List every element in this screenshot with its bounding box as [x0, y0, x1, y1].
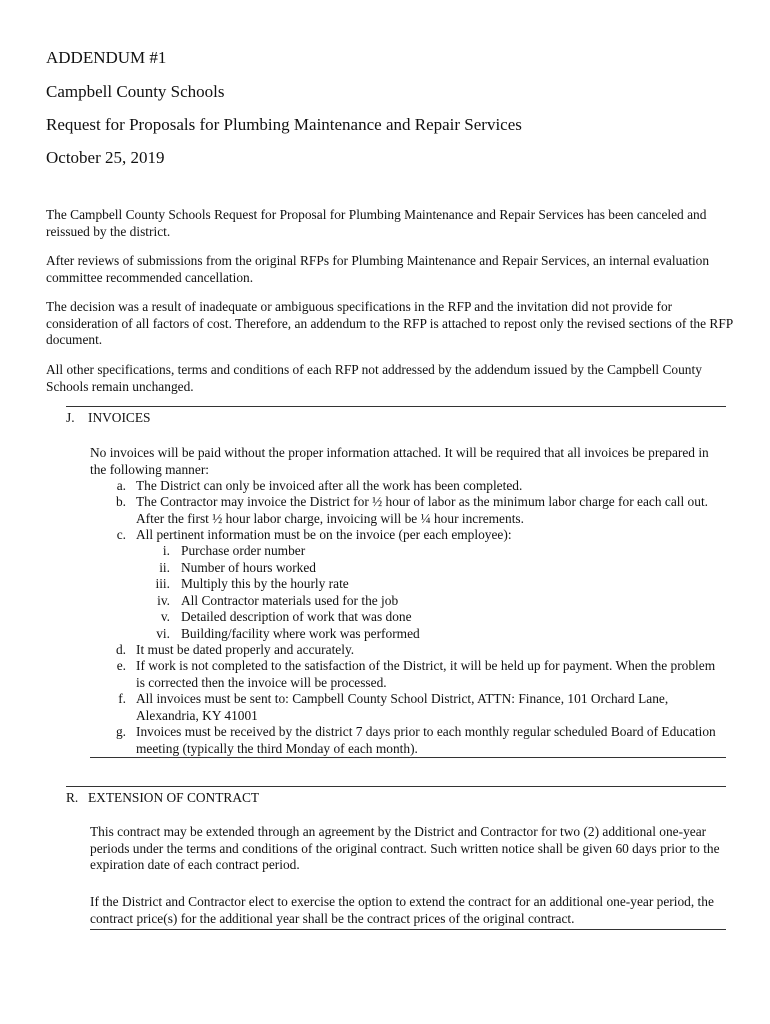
item-marker: d. — [115, 642, 126, 657]
section-r-top-rule — [66, 786, 726, 787]
document-date: October 25, 2019 — [46, 148, 165, 167]
item-text: If work is not completed to the satisfaction of the District, it will be held up for payment. When the problem is corrected then the invoice will be processed. — [136, 658, 716, 690]
organization-name: Campbell County Schools — [46, 82, 225, 101]
subitem-marker: i. — [162, 543, 170, 558]
subitem-marker: iv. — [157, 593, 170, 608]
item-marker: c. — [116, 527, 126, 542]
section-r-heading — [66, 790, 259, 806]
invoice-subitem-ii — [140, 560, 620, 577]
section-r-paragraph-2: If the District and Contractor elect to exercise the option to extend the contract for an additional one-year period, the contract price(s) for the additional year shall be the contract prices of the original contract. — [90, 894, 714, 926]
item-text: All pertinent information must be on the invoice (per each employee): — [136, 527, 512, 542]
section-j-intro: No invoices will be paid without the proper information attached. It will be required that all invoices be prepared in the following manner: — [90, 445, 709, 477]
subitem-text: Multiply this by the hourly rate — [181, 576, 349, 591]
section-r-bottom-rule — [90, 929, 726, 930]
intro-paragraph-2: After reviews of submissions from the original RFPs for Plumbing Maintenance and Repair Services, an internal evaluation committee recommended cancellation. — [46, 253, 710, 285]
item-marker: b. — [115, 494, 126, 509]
item-text: Invoices must be received by the district 7 days prior to each monthly regular scheduled Board of Education meeting (typically the third Monday of each month). — [136, 724, 716, 756]
intro-paragraph-4: All other specifications, terms and conditions of each RFP not addressed by the addendum issued by the Campbell County Schools remain unchanged. — [46, 362, 702, 394]
rfp-title: Request for Proposals for Plumbing Maintenance and Repair Services — [46, 115, 522, 134]
invoice-item-e — [96, 658, 726, 691]
item-text: The Contractor may invoice the District for ½ hour of labor as the minimum labor charge for each call out. After the first ½ hour labor charge, invoicing will be ¼ hour increments. — [136, 494, 709, 526]
section-r-letter: R. — [66, 790, 79, 805]
subitem-text: Number of hours worked — [181, 560, 316, 575]
invoice-item-b — [96, 494, 726, 527]
subitem-marker: v. — [160, 609, 170, 624]
section-j-top-rule — [66, 406, 726, 407]
subitem-marker: vi. — [156, 626, 170, 641]
section-j-letter: J. — [66, 410, 75, 425]
item-text: All invoices must be sent to: Campbell County School District, ATTN: Finance, 101 Orchard Lane, Alexandria, KY 41001 — [136, 691, 669, 723]
section-r-paragraph-1: This contract may be extended through an agreement by the District and Contractor for two (2) additional one-year periods under the terms and conditions of the original contract. Such written notice shall be given 60 days prior to the expiration date of each contract period. — [90, 824, 720, 872]
invoice-subitem-iii — [140, 576, 620, 593]
subitem-text: Purchase order number — [181, 543, 306, 558]
item-text: The District can only be invoiced after all the work has been completed. — [136, 478, 523, 493]
invoice-subitem-i — [140, 543, 620, 560]
invoice-subitem-iv — [140, 593, 620, 610]
addendum-title: ADDENDUM #1 — [46, 48, 167, 67]
intro-paragraph-3: The decision was a result of inadequate or ambiguous specifications in the RFP and the invitation did not provide for consideration of all factors of cost. Therefore, an addendum to the RFP is attached to repost only the revised sections of the RFP document. — [46, 299, 733, 347]
section-j-title: INVOICES — [88, 410, 151, 425]
subitem-text: Building/facility where work was performed — [181, 626, 420, 641]
subitem-text: All Contractor materials used for the job — [181, 593, 399, 608]
invoice-item-f — [96, 691, 726, 724]
invoice-item-a — [96, 478, 726, 495]
invoice-item-g — [96, 724, 726, 757]
subitem-text: Detailed description of work that was done — [181, 609, 412, 624]
section-j-bottom-rule — [90, 757, 726, 758]
item-marker: e. — [116, 658, 126, 673]
item-marker: f. — [118, 691, 126, 706]
invoice-item-d — [96, 642, 726, 659]
item-marker: g. — [115, 724, 126, 739]
section-j-heading — [66, 410, 151, 426]
invoice-subitem-vi — [140, 626, 620, 643]
item-marker: a. — [116, 478, 126, 493]
section-r-title: EXTENSION OF CONTRACT — [88, 790, 260, 805]
intro-paragraph-1: The Campbell County Schools Request for Proposal for Plumbing Maintenance and Repair Services has been canceled and reissued by the district. — [46, 207, 707, 239]
invoice-subitem-v — [140, 609, 620, 626]
subitem-marker: ii. — [159, 560, 170, 575]
subitem-marker: iii. — [155, 576, 170, 591]
item-text: It must be dated properly and accurately. — [136, 642, 355, 657]
invoice-item-c — [96, 527, 726, 544]
